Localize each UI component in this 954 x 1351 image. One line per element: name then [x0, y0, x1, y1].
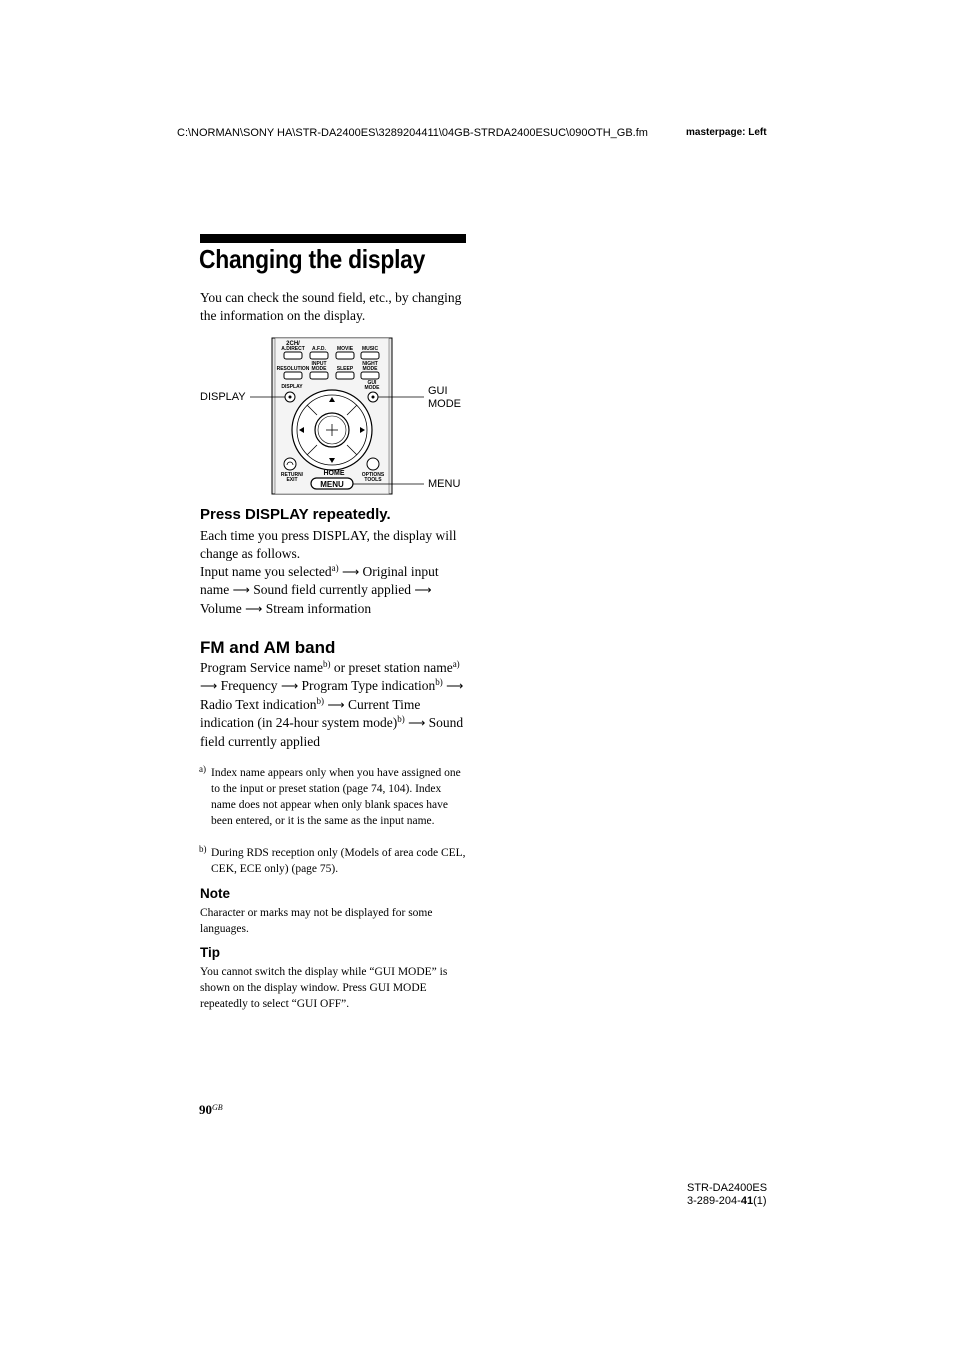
footnote-ref: a): [452, 659, 460, 669]
fm-item-preset-station: or preset station name: [330, 660, 453, 675]
remote-label-exit: EXIT: [286, 477, 298, 483]
remote-return-button: [284, 458, 296, 470]
footnote-b-mark: b): [199, 844, 207, 854]
sequence-item-original-input: Original input name: [200, 563, 439, 598]
remote-label-movie: MOVIE: [336, 346, 354, 352]
right-arrow-icon: ⟶: [327, 697, 345, 712]
right-arrow-icon: ⟶: [280, 678, 299, 693]
section-paragraph-fm-am-sequence: [200, 659, 466, 751]
tip-text: You cannot switch the display while “GUI MODE” is shown on the display window. Press GUI MODE repeatedly to select “GUI OFF”.: [200, 966, 448, 1010]
remote-music-button: [361, 352, 379, 359]
remote-label-2ch: 2CH/: [286, 341, 300, 347]
right-arrow-icon: ⟶: [200, 678, 218, 693]
remote-label-display: DISPLAY: [281, 384, 303, 390]
fm-item-current-time: Current Time indication (in 24-hour system mode): [200, 696, 421, 731]
sequence-item-input-name: Input name you selected: [200, 563, 332, 579]
footnote-ref: b): [397, 714, 405, 725]
remote-label-home: HOME: [323, 470, 345, 477]
fm-item-sound-field: Sound field currently applied: [200, 715, 464, 750]
remote-label-input-mode: MODE: [311, 366, 327, 372]
remote-resolution-button: [284, 372, 302, 379]
right-arrow-icon: ⟶: [414, 583, 432, 598]
section-paragraph-display-sequence: [200, 527, 466, 619]
remote-label-return: RETURN/: [280, 472, 304, 478]
footnote-a-text: Index name appears only when you have assigned one to the input or preset station (page 74, 104). Index name does not appear when only blank spaces have been entered, or it is the same as the input name.: [211, 767, 461, 827]
footer-model: STR-DA2400ES: [687, 1182, 768, 1194]
remote-afd-button: [310, 352, 328, 359]
remote-label-gui: GUI: [367, 380, 377, 386]
right-arrow-icon: ⟶: [341, 564, 360, 579]
intro-paragraph: You can check the sound field, etc., by changing the information on the display.: [200, 290, 462, 323]
remote-label-afd: A.F.D.: [312, 346, 326, 352]
footnote-ref: b): [322, 659, 331, 669]
callout-menu: MENU: [428, 478, 461, 490]
footer-model-code: [687, 1182, 767, 1208]
header-masterpage: masterpage: Left: [686, 127, 767, 138]
callout-display: DISPLAY: [200, 391, 246, 403]
title-rule: [200, 234, 466, 243]
remote-label-menu: MENU: [320, 480, 344, 489]
right-arrow-icon: ⟶: [446, 678, 464, 693]
remote-label-sleep: SLEEP: [336, 366, 354, 372]
sequence-item-stream-info: Stream information: [262, 601, 372, 617]
sequence-intro-text: Each time you press DISPLAY, the display will change as follows.: [200, 528, 457, 561]
section-heading-fm-am: FM and AM band: [200, 638, 336, 657]
section-heading-press-display: Press DISPLAY repeatedly.: [200, 506, 391, 523]
remote-2ch-button: [284, 352, 302, 359]
remote-label-music: MUSIC: [361, 346, 379, 352]
footer-code-a: 3-289-204-: [687, 1195, 741, 1207]
tip-heading: Tip: [200, 945, 220, 960]
right-arrow-icon: ⟶: [408, 716, 426, 731]
fm-item-program-type: Program Type indication: [298, 677, 436, 693]
remote-options-button: [367, 458, 379, 470]
note-text: Character or marks may not be displayed for some languages.: [200, 907, 433, 935]
remote-label-night: NIGHT: [362, 361, 378, 367]
page-number: [199, 1102, 223, 1118]
footnote-ref: b): [435, 676, 443, 687]
footer-code-b: 41: [740, 1195, 754, 1207]
footnote-b-text: During RDS reception only (Models of area code CEL, CEK, ECE only) (page 75).: [211, 847, 466, 875]
remote-label-night-mode: MODE: [362, 366, 378, 372]
remote-control-figure: [196, 336, 476, 496]
sequence-item-volume: Volume: [200, 601, 246, 617]
remote-night-mode-button: [361, 372, 379, 379]
right-arrow-icon: ⟶: [232, 583, 250, 598]
remote-sleep-button: [336, 372, 354, 379]
remote-label-input: INPUT: [311, 361, 327, 367]
page-number-value: 90: [199, 1102, 212, 1117]
header-file-path: C:\NORMAN\SONY HA\STR-DA2400ES\3289204411\04GB-STRDA2400ESUC\090OTH_GB.fm: [177, 127, 648, 139]
footnote-ref: a): [331, 562, 339, 573]
fm-item-program-service: Program Service name: [200, 660, 323, 675]
remote-label-adirect: A.DIRECT: [281, 346, 305, 352]
right-arrow-icon: ⟶: [245, 602, 263, 617]
remote-label-tools: TOOLS: [364, 477, 382, 483]
fm-item-radio-text: Radio Text indication: [200, 696, 317, 712]
sequence-item-sound-field: Sound field currently applied: [249, 582, 415, 598]
note-heading: Note: [200, 886, 230, 901]
footnote-a-mark: a): [199, 764, 206, 774]
callout-gui: GUI: [428, 385, 448, 397]
footnote-ref: b): [316, 695, 325, 706]
remote-label-gui-mode: MODE: [364, 385, 380, 391]
remote-input-mode-button: [310, 372, 328, 379]
footer-code: [687, 1195, 767, 1208]
fm-item-frequency: Frequency: [217, 677, 281, 693]
footer-code-c: (1): [753, 1195, 767, 1207]
remote-label-options: OPTIONS: [361, 472, 385, 478]
page-number-suffix: GB: [212, 1103, 223, 1112]
page-title: Changing the display: [199, 244, 426, 274]
remote-label-resolution: RESOLUTION: [276, 366, 310, 372]
callout-gui-mode: MODE: [428, 398, 461, 410]
remote-movie-button: [336, 352, 354, 359]
